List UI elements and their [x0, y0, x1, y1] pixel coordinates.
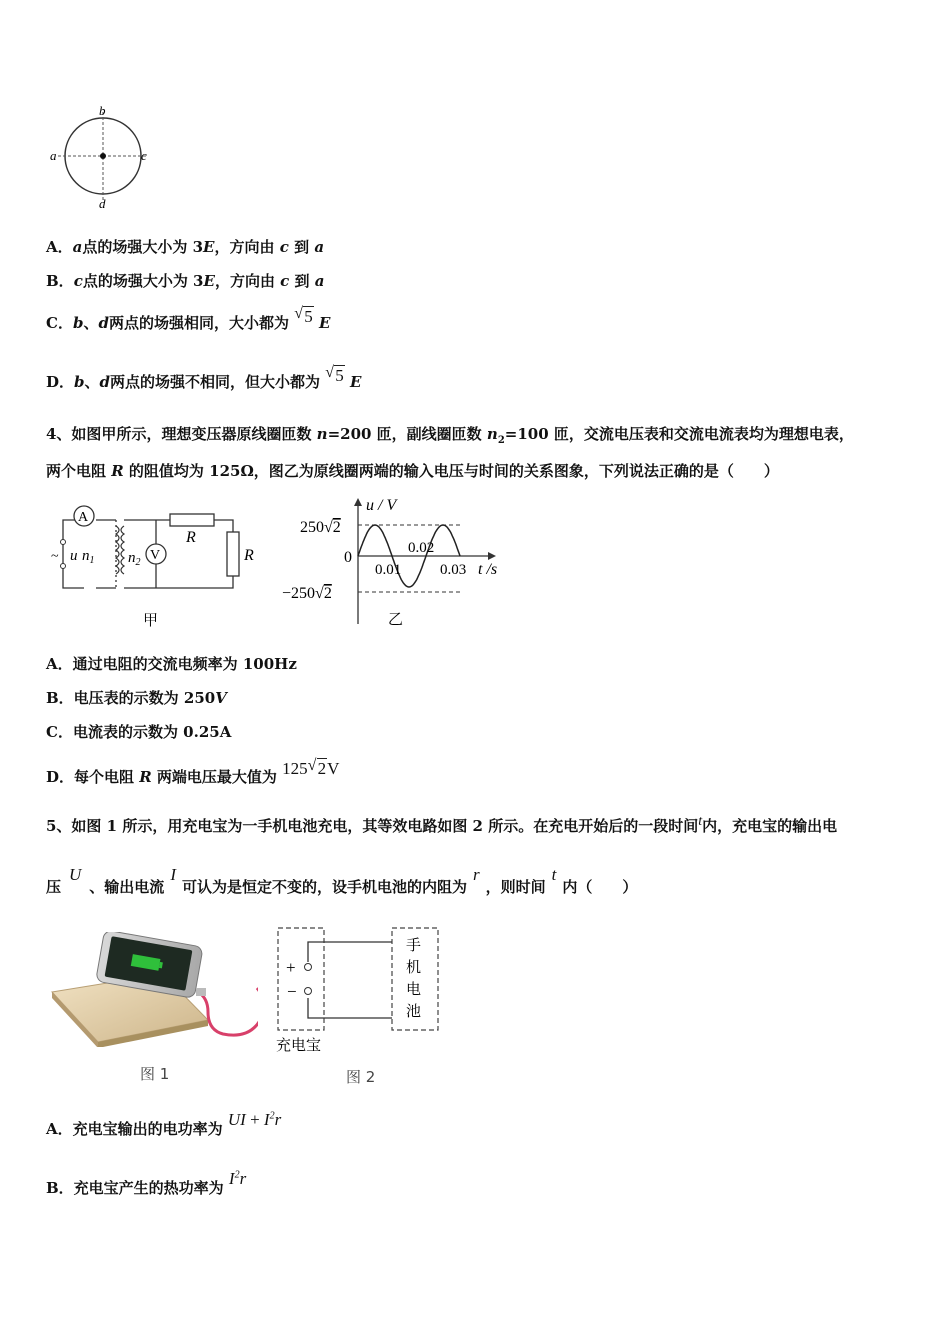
point-d-label: d [99, 196, 106, 211]
q5-stem-line2: 压U、输出电流I可认为是恒定不变的，设手机电池的内阻为r，则时间t内（ ） [46, 865, 638, 896]
q3-option-c[interactable]: C．b、d两点的场强相同，大小都为 √ 5 E [46, 305, 331, 332]
q5-power-bank-photo [48, 932, 258, 1047]
resistor-right-label: R [244, 547, 254, 564]
voltmeter-label: V [150, 548, 161, 563]
point-c-label: c [141, 148, 147, 163]
q4-voltage-graph [280, 494, 510, 632]
n2-label: $n_2$ [128, 550, 141, 568]
source-symbol: ~ [51, 549, 59, 564]
phone-char-1: 手 [406, 938, 422, 954]
x-axis-label: t /s [478, 561, 498, 578]
graph-caption: 乙 [388, 612, 404, 628]
q3-circle-figure [48, 102, 158, 214]
q3-option-a[interactable]: A．a点的场强大小为 3E，方向由 c 到 a [46, 238, 325, 256]
q5-option-b[interactable]: B．充电宝产生的热功率为 $I^2r$ [46, 1169, 247, 1197]
power-bank-label: 充电宝 [276, 1038, 322, 1054]
q3-option-b[interactable]: B．c点的场强大小为 3E，方向由 c 到 a [46, 272, 325, 290]
q4-option-a[interactable]: A．通过电阻的交流电频率为 100Hz [46, 655, 297, 673]
u-label: u [70, 548, 78, 564]
circuit-caption: 甲 [143, 613, 159, 629]
q4-option-b[interactable]: B．电压表的示数为 250V [46, 689, 227, 707]
minus-terminal: − [287, 982, 297, 1001]
q3-option-d[interactable]: D．b、d两点的场强不相同，但大小都为 √ 5 E [46, 364, 362, 391]
q4-stem-line1: 4、如图甲所示，理想变压器原线圈匝数 n=200 匝，副线圈匝数 $n_2=100$ 匝，交流电压表和交流电流表均为理想电表， [46, 425, 854, 446]
q4-circuit-figure [48, 498, 268, 632]
phone-char-4: 池 [406, 1004, 422, 1020]
plus-terminal: + [286, 958, 296, 977]
tick-003: 0.03 [440, 562, 467, 578]
q4-option-c[interactable]: C．电流表的示数为 0.25A [46, 723, 232, 741]
fig2-caption: 图 2 [346, 1068, 376, 1086]
q5-option-a[interactable]: A．充电宝输出的电功率为 UI + $I^2r$ [46, 1110, 282, 1138]
q5-stem-line1: 5、如图 1 所示，用充电宝为一手机电池充电，其等效电路如图 2 所示。在充电开始后的一段时间t内，充电宝的输出电 [46, 814, 838, 835]
y-top-value: 250√2 [300, 519, 341, 536]
point-a-label: a [50, 148, 57, 163]
ammeter-label: A [78, 510, 89, 525]
n1-label: $n_1$ [82, 548, 95, 566]
tick-001: 0.01 [375, 562, 402, 578]
q4-option-d[interactable]: D．每个电阻 R 两端电压最大值为 125 √ 2V [46, 757, 340, 786]
y-bottom-value: −250√2 [282, 585, 332, 602]
phone-char-2: 机 [406, 960, 422, 976]
phone-char-3: 电 [406, 982, 422, 998]
q5-equivalent-circuit [272, 922, 452, 1062]
tick-002: 0.02 [408, 540, 435, 556]
point-b-label: b [99, 103, 106, 118]
fig1-caption: 图 1 [140, 1065, 170, 1083]
q4-stem-line2: 两个电阻 R 的阻值均为 125Ω，图乙为原线圈两端的输入电压与时间的关系图象，下列说法正确的是（ ） [46, 462, 779, 480]
resistor-top-label: R [186, 529, 196, 546]
y-zero-value: 0 [344, 549, 352, 566]
y-axis-label: u / V [366, 497, 397, 514]
